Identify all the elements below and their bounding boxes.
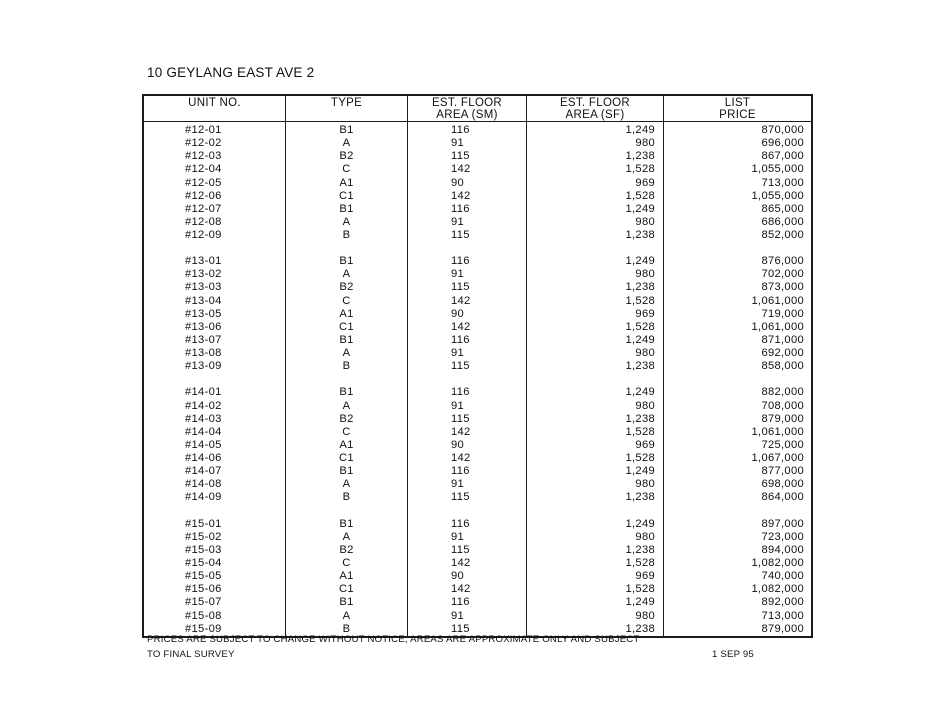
spacer-cell [143, 505, 286, 518]
cell-area-sf: 969 [527, 570, 664, 583]
cell-type: B2 [286, 544, 408, 557]
table-row [143, 255, 812, 268]
cell-unit-no: #15-07 [185, 596, 222, 609]
cell-list-price: 876,000 [664, 255, 813, 268]
cell-type: A1 [286, 308, 408, 321]
cell-unit-no: #15-04 [185, 557, 222, 570]
cell-unit-no: #14-07 [185, 465, 222, 478]
table-row [143, 518, 812, 531]
cell-unit-no: #13-09 [185, 360, 222, 373]
cell-area-sf: 980 [527, 400, 664, 413]
cell-area-sf: 1,528 [527, 452, 664, 465]
spacer-cell [527, 373, 664, 386]
cell-type: B1 [286, 203, 408, 216]
cell-area-sm: 91 [408, 610, 527, 623]
cell-unit-no: #14-03 [185, 412, 222, 425]
cell-type: C1 [286, 583, 408, 596]
spacer-cell [286, 505, 408, 518]
cell-list-price: 897,000 [664, 518, 813, 531]
cell-unit-no: #12-02 [185, 137, 222, 150]
cell-type: C [286, 426, 408, 439]
cell-type: C [286, 557, 408, 570]
cell-unit-no: #13-01 [185, 255, 222, 268]
cell-list-price: 719,000 [664, 308, 813, 321]
cell-area-sf: 1,249 [527, 255, 664, 268]
cell-area-sm: 115 [408, 229, 527, 242]
cell-list-price: 698,000 [664, 478, 813, 491]
cell-unit-no: #13-04 [185, 294, 222, 307]
cell-area-sm: 115 [408, 150, 527, 163]
table-row [143, 268, 812, 281]
header-line: PRICE [719, 109, 756, 121]
table-row [143, 583, 812, 596]
cell-unit-no: #13-07 [185, 333, 222, 346]
cell-unit-no: #14-08 [185, 478, 222, 491]
cell-unit-no: #15-06 [185, 583, 222, 596]
table-row [143, 400, 812, 413]
cell-area-sm: 91 [408, 216, 527, 229]
header-line: AREA (SM) [436, 109, 498, 121]
cell-unit-no: #12-08 [185, 215, 222, 228]
cell-area-sm: 91 [408, 478, 527, 491]
cell-area-sf: 1,249 [527, 518, 664, 531]
cell-area-sf: 1,528 [527, 583, 664, 596]
cell-type: B1 [286, 255, 408, 268]
spacer-cell [286, 373, 408, 386]
table-row [143, 295, 812, 308]
cell-unit-no: #12-03 [185, 150, 222, 163]
cell-list-price: 696,000 [664, 137, 813, 150]
cell-list-price: 894,000 [664, 544, 813, 557]
cell-unit-no: #12-05 [185, 176, 222, 189]
header-row [143, 95, 812, 122]
cell-area-sf: 1,528 [527, 163, 664, 176]
spacer-cell [408, 505, 527, 518]
cell-area-sm: 115 [408, 623, 527, 637]
cell-unit-no: #15-05 [185, 570, 222, 583]
table-body [143, 122, 812, 637]
table-row [143, 150, 812, 163]
header-list-price [664, 95, 813, 122]
table-row [143, 610, 812, 623]
cell-type: A [286, 137, 408, 150]
cell-type: B1 [286, 122, 408, 138]
cell-unit-no: #14-01 [185, 386, 222, 399]
cell-list-price: 1,061,000 [664, 321, 813, 334]
group-spacer-row [143, 373, 812, 386]
table-row [143, 163, 812, 176]
cell-list-price: 713,000 [664, 177, 813, 190]
table-row [143, 347, 812, 360]
cell-list-price: 713,000 [664, 610, 813, 623]
spacer-cell [664, 242, 813, 255]
cell-unit-no: #15-03 [185, 543, 222, 556]
cell-list-price: 1,055,000 [664, 190, 813, 203]
table-row [143, 531, 812, 544]
cell-list-price: 723,000 [664, 531, 813, 544]
table-row [143, 281, 812, 294]
table-row [143, 229, 812, 242]
cell-area-sm: 90 [408, 177, 527, 190]
cell-type: A [286, 610, 408, 623]
cell-area-sm: 91 [408, 268, 527, 281]
cell-list-price: 858,000 [664, 360, 813, 373]
cell-area-sm: 142 [408, 426, 527, 439]
cell-list-price: 708,000 [664, 400, 813, 413]
cell-area-sf: 969 [527, 439, 664, 452]
cell-area-sf: 1,238 [527, 491, 664, 504]
cell-type: B [286, 229, 408, 242]
cell-area-sm: 115 [408, 360, 527, 373]
cell-list-price: 877,000 [664, 465, 813, 478]
table-row [143, 386, 812, 399]
cell-list-price: 879,000 [664, 623, 813, 637]
cell-area-sf: 980 [527, 216, 664, 229]
cell-type: B1 [286, 334, 408, 347]
cell-unit-no: #13-03 [185, 281, 222, 294]
cell-area-sf: 980 [527, 478, 664, 491]
cell-unit-no: #14-09 [185, 491, 222, 504]
cell-type: C1 [286, 321, 408, 334]
table-row [143, 334, 812, 347]
document-title: 10 GEYLANG EAST AVE 2 [147, 65, 315, 80]
cell-unit-no: #15-08 [185, 609, 222, 622]
disclaimer-line-1: PRICES ARE SUBJECT TO CHANGE WITHOUT NOTICE, AREAS ARE APPROXIMATE ONLY AND SUBJECT [147, 634, 640, 645]
cell-type: A [286, 400, 408, 413]
table-row [143, 557, 812, 570]
cell-type: B1 [286, 465, 408, 478]
header-line: EST. FLOOR [431, 97, 503, 109]
cell-list-price: 1,082,000 [664, 557, 813, 570]
cell-type: C [286, 295, 408, 308]
cell-type: C1 [286, 452, 408, 465]
table-row [143, 426, 812, 439]
cell-unit-no: #13-08 [185, 347, 222, 360]
cell-list-price: 870,000 [664, 122, 813, 138]
table-row [143, 465, 812, 478]
cell-list-price: 879,000 [664, 413, 813, 426]
price-list-table [142, 94, 813, 638]
header-line: TYPE [330, 97, 363, 109]
cell-area-sm: 116 [408, 596, 527, 609]
header-line: AREA (SF) [565, 109, 625, 121]
cell-area-sf: 980 [527, 610, 664, 623]
cell-area-sf: 1,249 [527, 203, 664, 216]
cell-area-sm: 116 [408, 386, 527, 399]
document-date: 1 SEP 95 [712, 649, 754, 660]
header-line: EST. FLOOR [559, 97, 631, 109]
cell-list-price: 892,000 [664, 596, 813, 609]
cell-list-price: 865,000 [664, 203, 813, 216]
cell-area-sm: 91 [408, 400, 527, 413]
table-row [143, 177, 812, 190]
cell-list-price: 864,000 [664, 491, 813, 504]
cell-list-price: 873,000 [664, 281, 813, 294]
cell-area-sm: 116 [408, 122, 527, 138]
cell-unit-no: #15-02 [185, 530, 222, 543]
spacer-cell [143, 373, 286, 386]
header-area-sm [408, 95, 527, 122]
table-row [143, 544, 812, 557]
cell-list-price: 1,061,000 [664, 295, 813, 308]
table-row [143, 413, 812, 426]
cell-unit-no: #13-05 [185, 307, 222, 320]
cell-type: A1 [286, 439, 408, 452]
table-row [143, 190, 812, 203]
cell-area-sm: 142 [408, 163, 527, 176]
cell-area-sf: 969 [527, 308, 664, 321]
cell-type: C1 [286, 190, 408, 203]
cell-list-price: 692,000 [664, 347, 813, 360]
cell-type: B1 [286, 518, 408, 531]
cell-unit-no: #13-02 [185, 268, 222, 281]
cell-type: B [286, 360, 408, 373]
cell-area-sm: 91 [408, 137, 527, 150]
table-row [143, 452, 812, 465]
cell-list-price: 867,000 [664, 150, 813, 163]
cell-area-sf: 1,238 [527, 413, 664, 426]
cell-area-sf: 1,238 [527, 150, 664, 163]
spacer-cell [527, 242, 664, 255]
cell-type: A [286, 268, 408, 281]
cell-list-price: 686,000 [664, 216, 813, 229]
cell-area-sm: 142 [408, 583, 527, 596]
cell-area-sm: 115 [408, 281, 527, 294]
cell-list-price: 702,000 [664, 268, 813, 281]
table-row [143, 203, 812, 216]
cell-type: B2 [286, 150, 408, 163]
cell-area-sm: 116 [408, 203, 527, 216]
cell-area-sm: 142 [408, 452, 527, 465]
cell-area-sm: 91 [408, 347, 527, 360]
cell-area-sm: 116 [408, 255, 527, 268]
table-row [143, 122, 812, 138]
cell-unit-no: #15-09 [185, 622, 222, 635]
cell-area-sf: 1,249 [527, 465, 664, 478]
cell-list-price: 871,000 [664, 334, 813, 347]
cell-area-sm: 142 [408, 557, 527, 570]
table-header [143, 95, 812, 122]
cell-area-sf: 1,238 [527, 229, 664, 242]
cell-area-sm: 115 [408, 544, 527, 557]
table-row [143, 491, 812, 504]
spacer-cell [664, 505, 813, 518]
cell-list-price: 1,067,000 [664, 452, 813, 465]
cell-type: A [286, 347, 408, 360]
cell-unit-no: #12-07 [185, 202, 222, 215]
cell-area-sf: 1,249 [527, 122, 664, 138]
cell-unit-no: #12-01 [185, 124, 222, 136]
cell-area-sf: 980 [527, 137, 664, 150]
cell-type: A1 [286, 570, 408, 583]
cell-unit-no: #15-01 [185, 517, 222, 530]
header-line: LIST [724, 97, 751, 109]
cell-area-sm: 115 [408, 413, 527, 426]
cell-unit-no: #14-06 [185, 452, 222, 465]
header-line: UNIT NO. [188, 97, 241, 109]
cell-area-sf: 1,528 [527, 557, 664, 570]
cell-area-sm: 116 [408, 465, 527, 478]
cell-area-sf: 1,238 [527, 623, 664, 637]
spacer-cell [527, 505, 664, 518]
cell-area-sm: 142 [408, 295, 527, 308]
cell-list-price: 725,000 [664, 439, 813, 452]
cell-type: B [286, 491, 408, 504]
cell-unit-no: #14-02 [185, 399, 222, 412]
cell-type: A [286, 478, 408, 491]
spacer-cell [143, 242, 286, 255]
cell-area-sf: 980 [527, 268, 664, 281]
header-type [286, 95, 408, 122]
spacer-cell [664, 373, 813, 386]
cell-type: B2 [286, 413, 408, 426]
cell-area-sf: 1,249 [527, 386, 664, 399]
cell-list-price: 1,055,000 [664, 163, 813, 176]
cell-unit-no: #12-09 [185, 229, 222, 241]
cell-type: A1 [286, 177, 408, 190]
cell-area-sf: 1,528 [527, 190, 664, 203]
cell-type: B [286, 623, 408, 637]
cell-area-sm: 115 [408, 491, 527, 504]
table-row [143, 321, 812, 334]
spacer-cell [408, 242, 527, 255]
group-spacer-row [143, 505, 812, 518]
cell-area-sf: 1,238 [527, 281, 664, 294]
cell-list-price: 882,000 [664, 386, 813, 399]
cell-area-sm: 142 [408, 190, 527, 203]
cell-unit-no: #14-05 [185, 438, 222, 451]
cell-area-sm: 90 [408, 308, 527, 321]
cell-list-price: 740,000 [664, 570, 813, 583]
cell-type: A [286, 531, 408, 544]
cell-type: C [286, 163, 408, 176]
cell-area-sm: 142 [408, 321, 527, 334]
table-row [143, 216, 812, 229]
spacer-cell [408, 373, 527, 386]
cell-area-sf: 969 [527, 177, 664, 190]
table-row [143, 596, 812, 609]
cell-area-sf: 1,249 [527, 596, 664, 609]
table-row [143, 478, 812, 491]
cell-area-sm: 90 [408, 570, 527, 583]
header-unit-no [143, 95, 286, 122]
spacer-cell [286, 242, 408, 255]
cell-type: B2 [286, 281, 408, 294]
disclaimer-line-2: TO FINAL SURVEY [147, 649, 235, 660]
cell-area-sf: 1,238 [527, 360, 664, 373]
cell-area-sm: 116 [408, 518, 527, 531]
cell-area-sm: 116 [408, 334, 527, 347]
cell-area-sm: 90 [408, 439, 527, 452]
cell-area-sf: 1,238 [527, 544, 664, 557]
group-spacer-row [143, 242, 812, 255]
header-area-sf [527, 95, 664, 122]
cell-area-sf: 1,249 [527, 334, 664, 347]
cell-type: A [286, 216, 408, 229]
cell-list-price: 852,000 [664, 229, 813, 242]
table-row [143, 137, 812, 150]
cell-area-sf: 1,528 [527, 426, 664, 439]
cell-area-sf: 980 [527, 347, 664, 360]
cell-list-price: 1,061,000 [664, 426, 813, 439]
cell-unit-no: #14-04 [185, 425, 222, 438]
table-row [143, 360, 812, 373]
cell-type: B1 [286, 386, 408, 399]
cell-list-price: 1,082,000 [664, 583, 813, 596]
table-row [143, 570, 812, 583]
cell-area-sf: 1,528 [527, 321, 664, 334]
cell-area-sf: 1,528 [527, 295, 664, 308]
cell-area-sm: 91 [408, 531, 527, 544]
cell-type: B1 [286, 596, 408, 609]
cell-unit-no: #12-04 [185, 163, 222, 176]
cell-area-sf: 980 [527, 531, 664, 544]
table-row [143, 308, 812, 321]
cell-unit-no: #12-06 [185, 189, 222, 202]
cell-unit-no: #13-06 [185, 320, 222, 333]
table-row [143, 439, 812, 452]
